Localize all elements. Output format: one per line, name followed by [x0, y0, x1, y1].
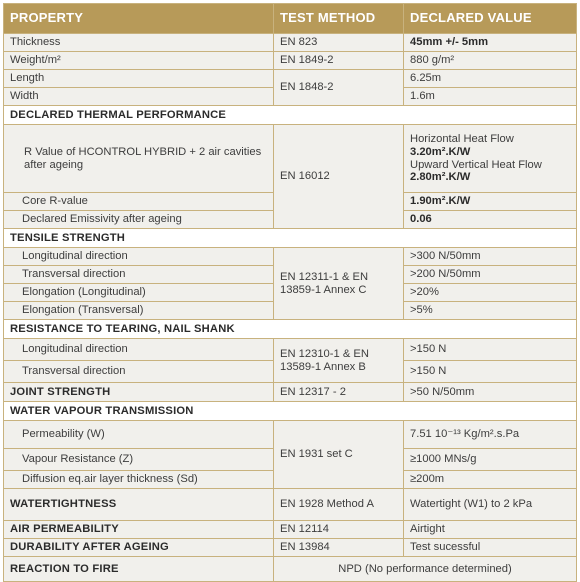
section-title-tensile: TENSILE STRENGTH: [4, 229, 577, 248]
row-label: Elongation (Longitudinal): [4, 284, 274, 302]
row-value: ≥1000 MNs/g: [404, 449, 577, 471]
row-value: >300 N/50mm: [404, 248, 577, 266]
table-row: [4, 70, 577, 88]
table-row: [4, 383, 577, 402]
r-value-horizontal-text: Horizontal Heat Flow: [410, 133, 514, 146]
row-method: EN 1928 Method A: [274, 489, 404, 521]
row-label: Weight/m²: [4, 52, 274, 70]
row-method: EN 12317 - 2: [274, 383, 404, 402]
reaction-to-fire-label: REACTION TO FIRE: [4, 557, 274, 582]
row-value: Airtight: [404, 521, 577, 539]
row-label: Transversal direction: [4, 266, 274, 284]
row-label: Vapour Resistance (Z): [4, 449, 274, 471]
row-label: Permeability (W): [4, 421, 274, 449]
row-label: Length: [4, 70, 274, 88]
row-method: EN 12310-1 & EN 13589-1 Annex B: [274, 339, 404, 383]
table-row: [4, 339, 577, 361]
row-label: R Value of HCONTROL HYBRID + 2 air cavities after ageing: [4, 125, 274, 193]
row-value: >150 N: [404, 361, 577, 383]
row-method: EN 16012: [274, 125, 404, 229]
row-method: EN 13984: [274, 539, 404, 557]
table-row: [4, 34, 577, 52]
row-value: >20%: [404, 284, 577, 302]
r-value-vertical-text: Upward Vertical Heat Flow: [410, 158, 542, 171]
row-value: 45mm +/- 5mm: [404, 34, 577, 52]
section-title-thermal: DECLARED THERMAL PERFORMANCE: [4, 106, 577, 125]
row-value: 1.90m².K/W: [404, 193, 577, 211]
header-declared-value: DECLARED VALUE: [404, 4, 577, 34]
table-row: [4, 521, 577, 539]
r-value-horizontal: 3.20m².K/W: [410, 145, 471, 158]
row-method: EN 1849-2: [274, 52, 404, 70]
row-label: Diffusion eq.air layer thickness (Sd): [4, 471, 274, 489]
row-method: EN 12114: [274, 521, 404, 539]
row-value: >200 N/50mm: [404, 266, 577, 284]
row-method: EN 1848-2: [274, 70, 404, 106]
table-row: [4, 248, 577, 266]
row-value: >150 N: [404, 339, 577, 361]
section-heading: [4, 106, 577, 125]
row-value: 880 g/m²: [404, 52, 577, 70]
row-value: 1.6m: [404, 88, 577, 106]
row-value: [404, 125, 577, 193]
watertightness-label: WATERTIGHTNESS: [4, 489, 274, 521]
table-row: [4, 539, 577, 557]
table-row: [4, 489, 577, 521]
row-method: EN 823: [274, 34, 404, 52]
table-header-row: [4, 4, 577, 34]
row-value: 0.06: [404, 211, 577, 229]
table-row: [4, 421, 577, 449]
section-heading: [4, 229, 577, 248]
row-value: >50 N/50mm: [404, 383, 577, 402]
row-label: Elongation (Transversal): [4, 302, 274, 320]
row-method: EN 12311-1 & EN 13859-1 Annex C: [274, 248, 404, 320]
row-label: Declared Emissivity after ageing: [4, 211, 274, 229]
row-label: Width: [4, 88, 274, 106]
row-value: Test sucessful: [404, 539, 577, 557]
section-title-tearing: RESISTANCE TO TEARING, NAIL SHANK: [4, 320, 577, 339]
header-test-method: TEST METHOD: [274, 4, 404, 34]
section-heading: [4, 402, 577, 421]
row-value: 6.25m: [404, 70, 577, 88]
row-label: Transversal direction: [4, 361, 274, 383]
row-value: ≥200m: [404, 471, 577, 489]
table-row: [4, 125, 577, 193]
section-title-vapour: WATER VAPOUR TRANSMISSION: [4, 402, 577, 421]
row-label: Longitudinal direction: [4, 248, 274, 266]
spec-sheet: [3, 3, 576, 576]
air-permeability-label: AIR PERMEABILITY: [4, 521, 274, 539]
durability-label: DURABILITY AFTER AGEING: [4, 539, 274, 557]
row-value: >5%: [404, 302, 577, 320]
joint-strength-label: JOINT STRENGTH: [4, 383, 274, 402]
row-value: Watertight (W1) to 2 kPa: [404, 489, 577, 521]
section-heading: [4, 320, 577, 339]
table-row: [4, 52, 577, 70]
row-label: Longitudinal direction: [4, 339, 274, 361]
table-row: [4, 557, 577, 582]
row-value: 7.51 10⁻¹³ Kg/m².s.Pa: [404, 421, 577, 449]
reaction-to-fire-value: NPD (No performance determined): [274, 557, 577, 582]
row-method: EN 1931 set C: [274, 421, 404, 489]
row-label: Thickness: [4, 34, 274, 52]
row-label: Core R-value: [4, 193, 274, 211]
r-value-vertical: 2.80m².K/W: [410, 171, 471, 184]
property-table: [3, 3, 577, 582]
header-property: PROPERTY: [4, 4, 274, 34]
